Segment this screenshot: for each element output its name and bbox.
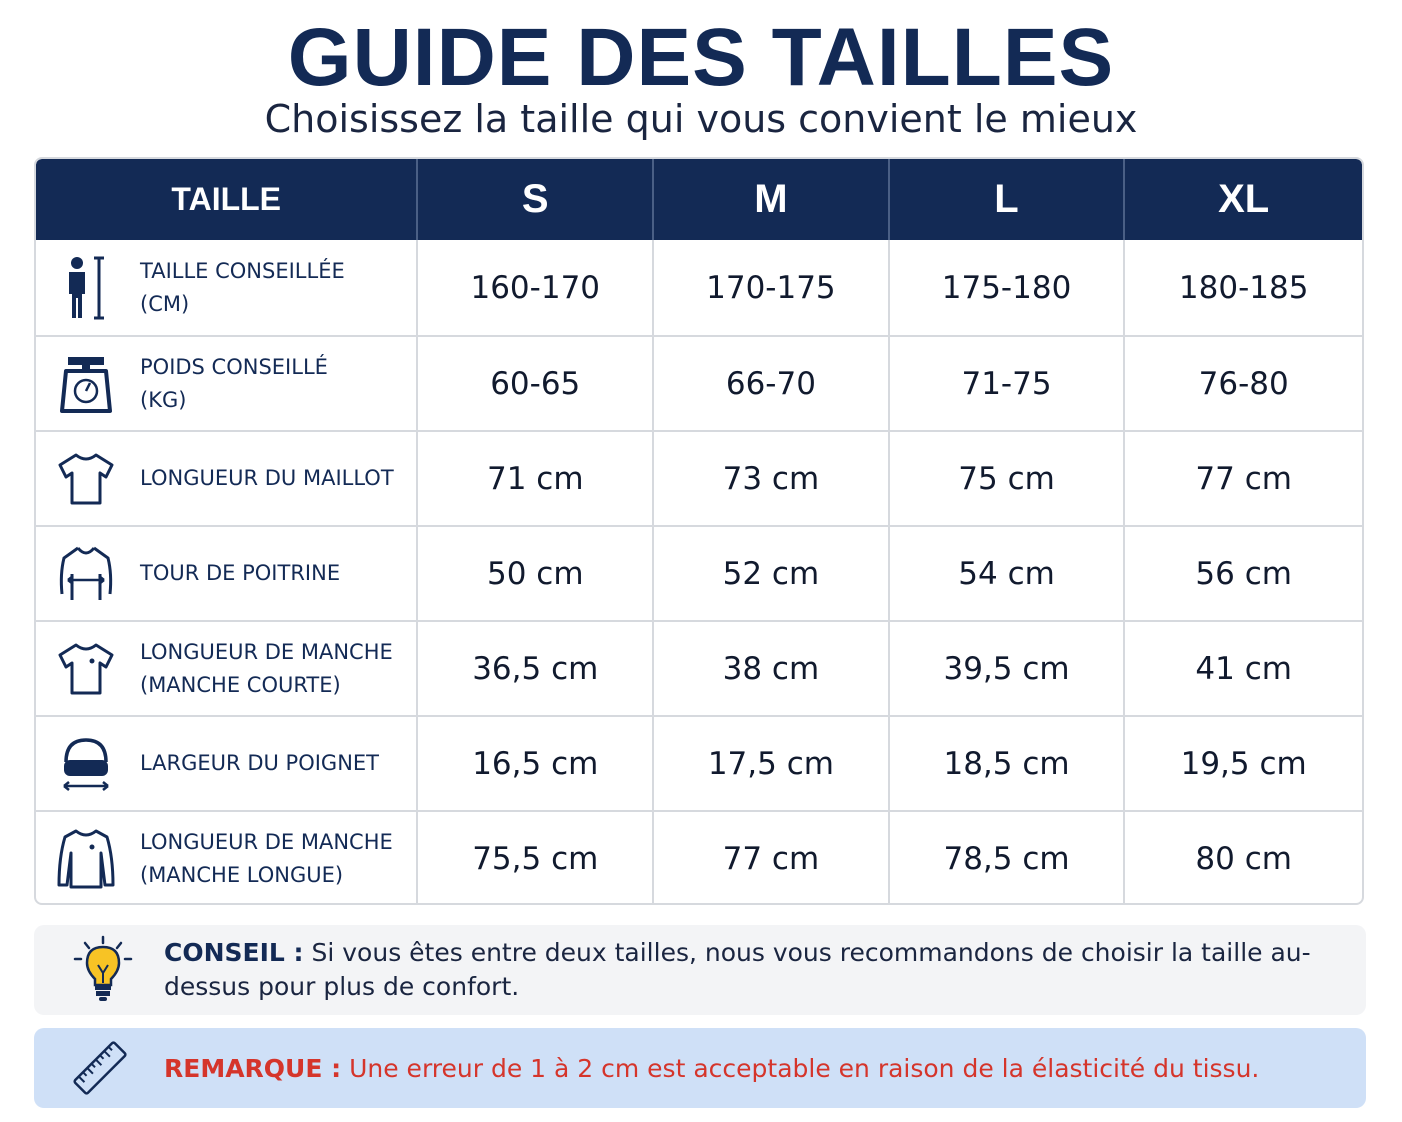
note-box [34,1028,1366,1108]
value-cell-s: 50 cm [418,527,654,620]
value-cell-s: 60-65 [418,337,654,430]
lightbulb-icon [58,925,148,1015]
row-label: LONGUEUR DE MANCHE (MANCHE LONGUE) [140,829,393,887]
table-row [36,715,1362,810]
note-keyword: REMARQUE : [164,1053,342,1083]
header-size-s: S [418,159,654,240]
value-cell-m: 52 cm [654,527,890,620]
tip-body: Si vous êtes entre deux tailles, nous vous recommandons de choisir la taille au-dessus pour plus de confort. [164,938,1311,1001]
value-cell-xl: 80 cm [1195,840,1292,877]
size-table [34,157,1364,905]
value-cell-l: 175-180 [890,240,1126,335]
value-cell-s: 71 cm [418,432,654,525]
table-header [36,159,1362,240]
table-row [36,810,1362,905]
value-cell-m: 66-70 [654,337,890,430]
note-body: Une erreur de 1 à 2 cm est acceptable en raison de la élasticité du tissu. [341,1053,1260,1083]
chest-measure-icon [54,539,118,609]
value-cell-m: 73 cm [654,432,890,525]
note-text [164,1054,1259,1083]
row-label-cell [36,622,418,715]
tip-text [164,936,1314,1004]
header-size-m: M [654,159,890,240]
table-row [36,525,1362,620]
row-label-cell [36,240,418,335]
value-cell-xl: 19,5 cm [1180,745,1307,782]
value-cell-l: 71-75 [890,337,1126,430]
row-label: TOUR DE POITRINE [140,561,341,585]
tshirt-icon [54,444,118,514]
row-label: LONGUEUR DE MANCHE (MANCHE COURTE) [140,639,393,697]
value-cell-l: 39,5 cm [890,622,1126,715]
value-cell-xl: 41 cm [1195,650,1292,687]
scale-icon [54,349,118,419]
row-label-cell [36,432,418,525]
value-cell-l: 54 cm [890,527,1126,620]
long-sleeve-shirt-icon [54,824,118,894]
value-cell-m: 170-175 [654,240,890,335]
header-size-l: L [890,159,1126,240]
value-cell-xl: 180-185 [1178,269,1309,306]
row-label: LARGEUR DU POIGNET [140,751,379,775]
table-row [36,240,1362,335]
value-cell-m: 38 cm [654,622,890,715]
tip-box [34,925,1366,1015]
value-cell-l: 75 cm [890,432,1126,525]
table-row [36,335,1362,430]
row-label: LONGUEUR DU MAILLOT [140,466,394,490]
value-cell-m: 77 cm [654,812,890,905]
value-cell-m: 17,5 cm [654,717,890,810]
person-height-icon [54,253,118,323]
row-label-cell [36,527,418,620]
table-row [36,620,1362,715]
value-cell-l: 18,5 cm [890,717,1126,810]
cuff-width-icon [54,729,118,799]
header-size-xl: XL [1218,177,1270,221]
ruler-icon [60,1028,140,1108]
value-cell-xl: 77 cm [1195,460,1292,497]
header-taille: TAILLE [36,159,418,240]
value-cell-s: 16,5 cm [418,717,654,810]
page-subtitle: Choisissez la taille qui vous convient le mieux [264,97,1138,141]
tip-keyword: CONSEIL : [164,938,304,967]
value-cell-xl: 76-80 [1198,365,1289,402]
short-sleeve-shirt-icon [54,634,118,704]
row-label: POIDS CONSEILLÉ (KG) [140,354,328,412]
value-cell-s: 75,5 cm [418,812,654,905]
page-title: GUIDE DES TAILLES [287,12,1115,103]
value-cell-s: 36,5 cm [418,622,654,715]
table-row [36,430,1362,525]
row-label: TAILLE CONSEILLÉE (CM) [140,258,345,316]
value-cell-s: 160-170 [418,240,654,335]
value-cell-xl: 56 cm [1195,555,1292,592]
value-cell-l: 78,5 cm [890,812,1126,905]
row-label-cell [36,812,418,905]
row-label-cell [36,717,418,810]
row-label-cell [36,337,418,430]
